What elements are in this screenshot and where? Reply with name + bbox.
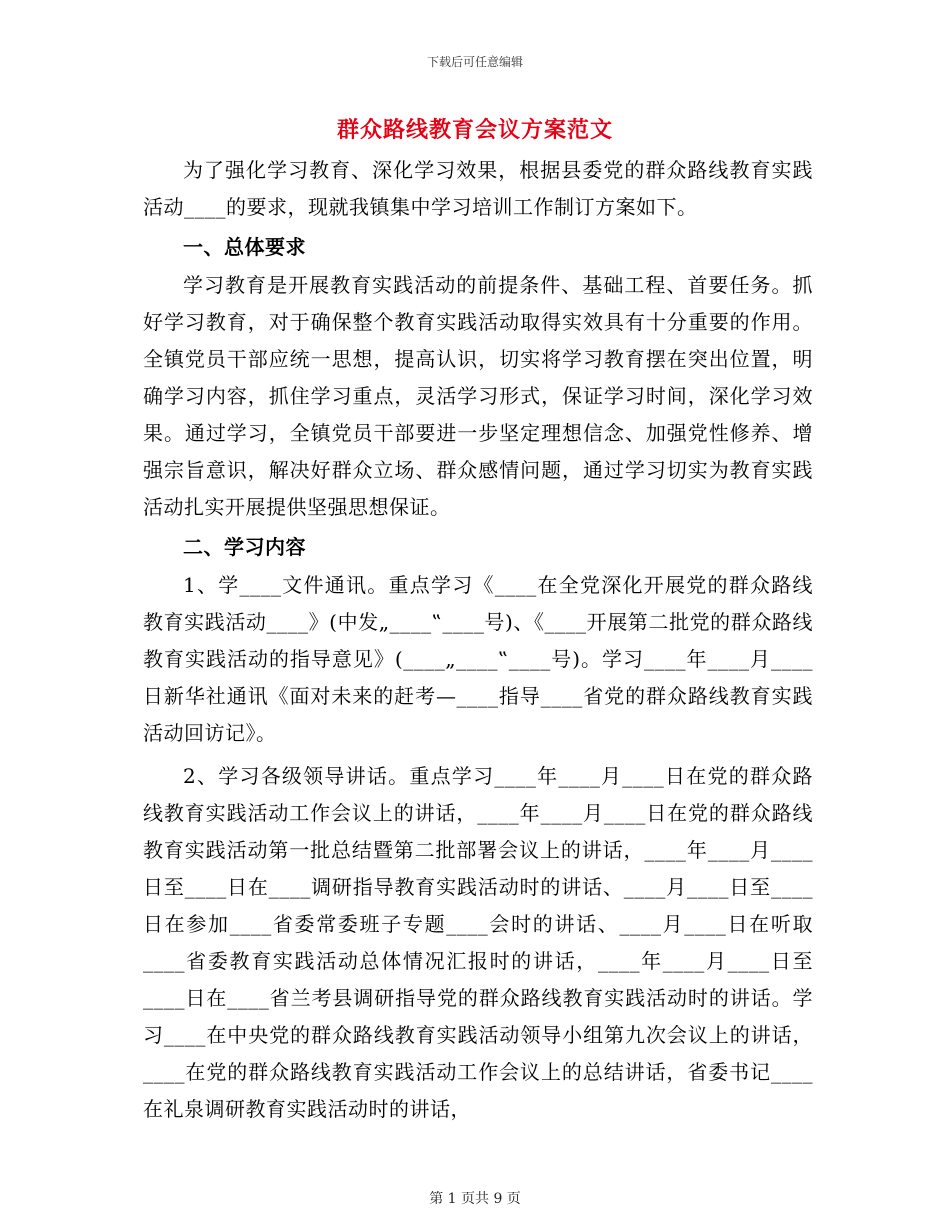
body-paragraph: 学习教育是开展教育实践活动的前提条件、基础工程、首要任务。抓好学习教育，对于确保整个教育实践活动取得实效具有十分重要的作用。全镇党员干部应统一思想，提高认识，切实将学习教育摆在突出位置，明确学习内容，抓住学习重点，灵活学习形式，保证学习时间，深化学习效果。通过学习，全镇党员干部要进一步坚定理想信念、加强党性修养、增强宗旨意识，解决好群众立场、群众感情问题，通过学习切实为教育实践活动扎实开展提供坚强思想保证。	[143, 273, 813, 519]
intro-paragraph: 为了强化学习教育、深化学习效果，根据县委党的群众路线教育实践活动____的要求，现就我镇集中学习培训工作制订方案如下。	[143, 158, 813, 219]
body-paragraph: 2、学习各级领导讲话。重点学习____年____月____日在党的群众路线教育实践活动工作会议上的讲话，____年____月____日在党的群众路线教育实践活动第一批总结暨第二批部署会议上的讲话，____年____月____日至____日在____调研指导教育实践活动时的讲话、____月____日至____日在参加____省委常委班子专题____会时的讲话、____月____日在听取____省委教育实践活动总体情况汇报时的讲话，____年____月____日至____日在____省兰考县调研指导党的群众路线教育实践活动时的讲话。学习____在中央党的群众路线教育实践活动领导小组第九次会议上的讲话，____在党的群众路线教育实践活动工作会议上的总结讲话，省委书记____在礼泉调研教育实践活动时的讲话，	[143, 764, 813, 1121]
body-paragraph: 1、学____文件通讯。重点学习《____在全党深化开展党的群众路线教育实践活动____》(中发„____‟____号)、《____开展第二批党的群众路线教育实践活动的指导意见》(____„____‟____号)。学习____年____月____日新华社通讯《面对未来的赶考—____指导____省党的群众路线教育实践活动回访记》。	[143, 573, 813, 745]
document-title: 群众路线教育会议方案范文	[336, 117, 613, 143]
section-heading-general-requirements: 一、总体要求	[183, 235, 306, 259]
page-number-footer: 第 1 页共 9 页	[429, 1191, 521, 1207]
document-body	[143, 152, 813, 1128]
page-header-note: 下载后可任意编辑	[426, 55, 523, 69]
section-heading-study-content: 二、学习内容	[183, 535, 306, 559]
